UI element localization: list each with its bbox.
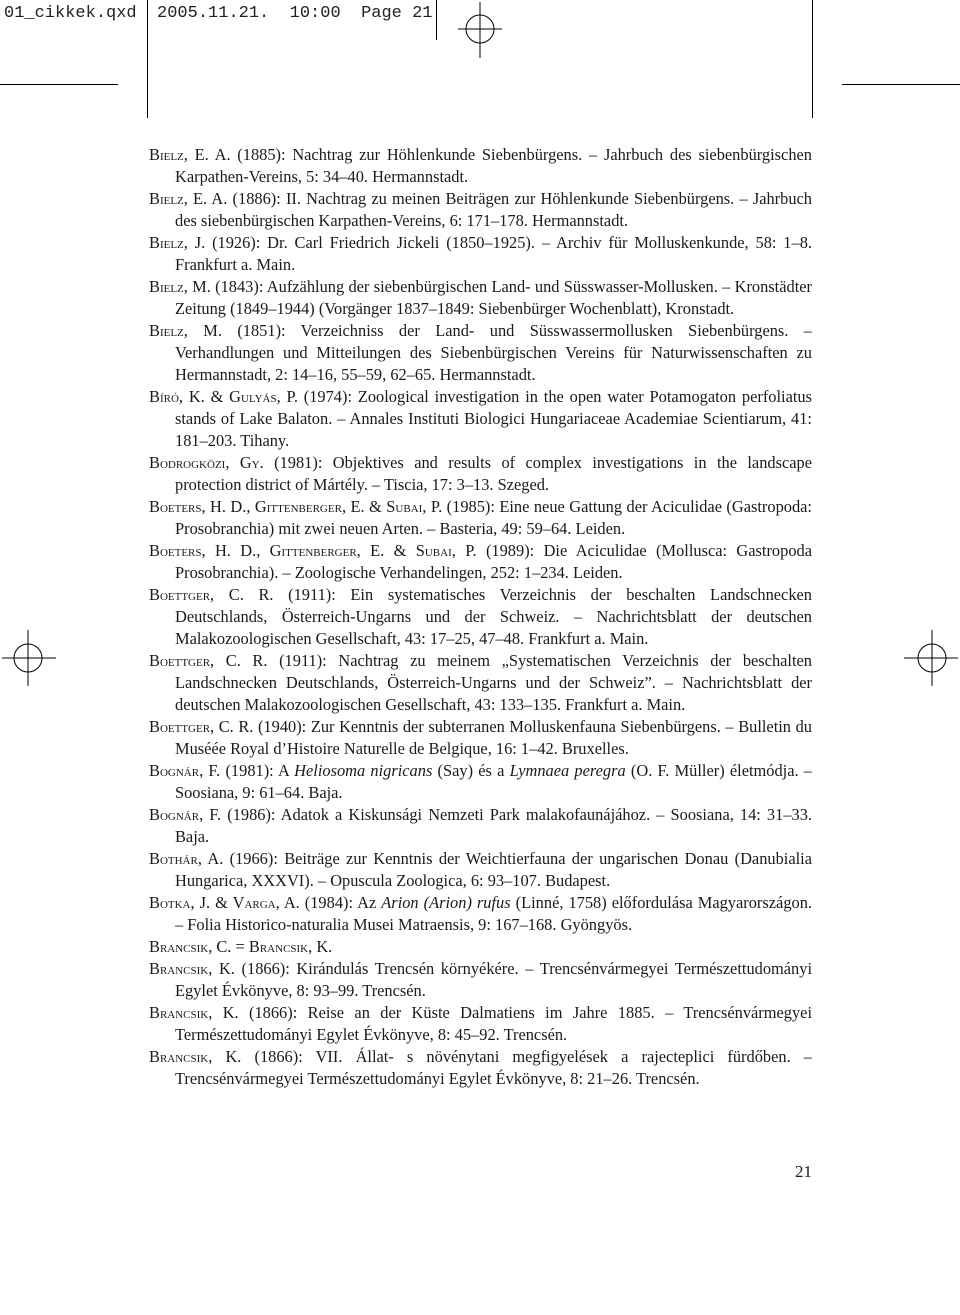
reference-text: , K. & G xyxy=(178,387,242,406)
reference-entry xyxy=(149,760,812,804)
reference-text: , J. (1926): Dr. Carl Friedrich Jickeli (1850–1925). – Archiv für Molluskenkunde, 58: 1–8. Frankfurt a. Main. xyxy=(175,233,812,274)
crop-mark xyxy=(842,84,960,85)
author-name: rancsik xyxy=(159,1047,209,1066)
reference-entry xyxy=(149,1002,812,1046)
author-name: y xyxy=(251,453,260,472)
reference-text: , J. & V xyxy=(190,893,245,912)
reference-text: B xyxy=(149,959,160,978)
reference-text: , A. (1966): Beiträge zur Kenntnis der Weichtierfauna der ungarischen Donau (Danubialia Hungarica, XXXVI). – Opuscula Zoologica, 6: 93–107. Budapest. xyxy=(175,849,812,890)
author-name: otka xyxy=(159,893,191,912)
author-name: ognár xyxy=(159,805,200,824)
reference-text: B xyxy=(149,277,160,296)
reference-text: , F. (1986): Adatok a Kiskunsági Nemzeti Park malakofaunájához. – Soosiana, 14: 31–33. Baja. xyxy=(175,805,812,846)
header-file: 01_cikkek.qxd xyxy=(4,4,137,23)
taxon-name: Arion (Arion) rufus xyxy=(381,893,511,912)
reference-text: , C. = B xyxy=(208,937,260,956)
author-name: arga xyxy=(244,893,276,912)
reference-text: B xyxy=(149,189,160,208)
reference-entry xyxy=(149,386,812,452)
reference-text: , E. A. (1886): II. Nachtrag zu meinen Beiträgen zur Höhlenkunde Siebenbürgens. – Jahrbuch des siebenbürgischen Karpathen-Vereins, 6: 171–178. Hermannstadt. xyxy=(175,189,812,230)
reference-text: , C. R. (1911): Nachtrag zu meinem „Systematischen Verzeichnis der beschalten Landschnecken Deutschlands, Österreich-Ungarns und der Schweiz”. – Nachrichtsblatt der deutschen Malakozoologischen Gesellschaft, 43: 133–135. Frankfurt a. Main. xyxy=(175,651,812,714)
reference-text: , E. A. (1885): Nachtrag zur Höhlenkunde Siebenbürgens. – Jahrbuch des siebenbürgischen Karpathen-Vereins, 5: 34–40. Hermannstadt. xyxy=(175,145,812,186)
reference-entry xyxy=(149,650,812,716)
reference-text: , K. (1866): Kirándulás Trencsén környékére. – Trencsénvármegyei Természettudományi Egylet Évkönyve, 8: 93–99. Trencsén. xyxy=(175,959,812,1000)
reference-entry xyxy=(149,540,812,584)
registration-mark-top-icon xyxy=(452,2,508,58)
author-name: ielz xyxy=(159,145,184,164)
author-name: ulyás xyxy=(241,387,277,406)
reference-text: B xyxy=(149,321,160,340)
reference-entry xyxy=(149,320,812,386)
author-name: oettger xyxy=(159,717,211,736)
reference-text: B xyxy=(149,761,160,780)
reference-text: (O. F. Müller) életmódja. – Soosiana, 9: 61–64. Baja. xyxy=(175,761,812,802)
reference-text: B xyxy=(149,1003,160,1022)
reference-text: B xyxy=(149,849,160,868)
reference-text: , E. & S xyxy=(341,497,396,516)
author-name: ielz xyxy=(159,321,184,340)
reference-entry xyxy=(149,452,812,496)
reference-text: , K. (1866): VII. Állat- s növénytani megfigyelések a rajecteplici fürdőben. – Trencsénvármegyei Természettudományi Egylet Évkönyve, 8: 21–26. Trencsén. xyxy=(175,1047,812,1088)
reference-text: B xyxy=(149,585,160,604)
crop-mark xyxy=(147,0,148,118)
reference-text: , H. D., G xyxy=(201,497,267,516)
header-time: 10:00 xyxy=(289,4,341,23)
author-name: rancsik xyxy=(159,959,209,978)
header-date: 2005.11.21. xyxy=(157,4,270,23)
author-name: ielz xyxy=(159,189,184,208)
reference-text: B xyxy=(149,387,160,406)
reference-entry xyxy=(149,276,812,320)
reference-text: , H. D., G xyxy=(201,541,282,560)
reference-text: B xyxy=(149,541,160,560)
author-name: rancsik xyxy=(159,1003,209,1022)
author-name: odrogközi xyxy=(159,453,226,472)
reference-entry xyxy=(149,804,812,848)
reference-text: , P. (1985): Eine neue Gattung der Aciculidae (Gastropoda: Prosobranchia) mit zwei neuen Arten. – Basteria, 49: 59–64. Leiden. xyxy=(175,497,812,538)
reference-list xyxy=(149,144,812,1090)
author-name: ittenberger xyxy=(266,497,342,516)
reference-entry xyxy=(149,496,812,540)
reference-text: B xyxy=(149,805,160,824)
registration-mark-right-icon xyxy=(904,630,960,686)
reference-text: B xyxy=(149,233,160,252)
reference-entry xyxy=(149,232,812,276)
reference-entry xyxy=(149,936,812,958)
reference-text: . (1981): Objektives and results of complex investigations in the landscape protection district of Mártély. – Tiscia, 17: 3–13. Szeged. xyxy=(175,453,812,494)
reference-entry xyxy=(149,848,812,892)
header-page: Page 21 xyxy=(361,4,433,23)
crop-mark xyxy=(436,0,437,40)
reference-text: B xyxy=(149,893,160,912)
registration-mark-left-icon xyxy=(0,630,56,686)
author-name: ognár xyxy=(159,761,200,780)
reference-text: (Say) és a xyxy=(432,761,510,780)
crop-mark xyxy=(812,0,813,118)
reference-text: B xyxy=(149,651,160,670)
reference-text: , C. R. (1940): Zur Kenntnis der subterranen Molluskenfauna Siebenbürgens. – Bulletin du Muséée Royal d’Histoire Naturelle de Belgique, 16: 1–42. Bruxelles. xyxy=(175,717,812,758)
reference-text: B xyxy=(149,497,160,516)
page-number: 21 xyxy=(795,1162,812,1181)
crop-mark xyxy=(0,84,118,85)
reference-text: , E. & S xyxy=(356,541,425,560)
file-header xyxy=(4,4,433,23)
author-name: oettger xyxy=(159,651,211,670)
author-name: oeters xyxy=(159,497,202,516)
reference-text: , K. (1866): Reise an der Küste Dalmatiens im Jahre 1885. – Trencsénvármegyei Természettudományi Egylet Évkönyve, 8: 45–92. Trencsén. xyxy=(175,1003,812,1044)
reference-text: B xyxy=(149,453,160,472)
author-name: rancsik xyxy=(259,937,309,956)
reference-text: , M. (1851): Verzeichniss der Land- und Süsswassermollusken Siebenbürgens. – Verhandlungen und Mitteilungen des Siebenbürgischen Vereins für Naturwissenschaften zu Hermannstadt, 2: 14–16, 55–59, 62–65. Hermannstadt. xyxy=(175,321,812,384)
reference-text: B xyxy=(149,717,160,736)
author-name: ielz xyxy=(159,233,184,252)
author-name: oettger xyxy=(159,585,211,604)
reference-entry xyxy=(149,892,812,936)
reference-entry xyxy=(149,716,812,760)
reference-text: (Linné, 1758) előfordulása Magyarországon. – Folia Historico-naturalia Musei Matraensis, 9: 167–168. Gyöngyös. xyxy=(175,893,813,934)
reference-text: , C. R. (1911): Ein systematisches Verzeichnis der beschalten Landschnecken Deutschlands, Österreich-Ungarns und der Schweiz. – Nachrichtsblatt der deutschen Malakozoologischen Gesellschaft, 43: 17–25, 47–48. Frankfurt a. Main. xyxy=(175,585,812,648)
reference-entry xyxy=(149,1046,812,1090)
reference-entry xyxy=(149,188,812,232)
reference-text: , P. (1989): Die Aciculidae (Mollusca: Gastropoda Prosobranchia). – Zoologische Verhandelingen, 252: 1–234. Leiden. xyxy=(175,541,812,582)
author-name: othár xyxy=(159,849,198,868)
reference-text: , M. (1843): Aufzählung der siebenbürgischen Land- und Süsswasser-Mollusken. – Kronstädter Zeitung (1849–1944) (Vorgänger 1837–1849: Siebenbürger Wochenblatt), Kronstadt. xyxy=(175,277,812,318)
reference-entry xyxy=(149,958,812,1002)
author-name: rancsik xyxy=(159,937,209,956)
reference-text: , F. (1981): A xyxy=(199,761,295,780)
author-name: oeters xyxy=(159,541,202,560)
author-name: író xyxy=(159,387,179,406)
taxon-name: Heliosoma nigricans xyxy=(294,761,433,780)
taxon-name: Lymnaea peregra xyxy=(509,761,626,780)
author-name: ubai xyxy=(424,541,452,560)
reference-entry xyxy=(149,144,812,188)
author-name: ielz xyxy=(159,277,184,296)
reference-text: , P. (1974): Zoological investigation in the open water Potamogaton perfoliatus stands of Lake Balaton. – Annales Instituti Biologici Hungariaceae Academiae Scientiarum, 41: 181–203. Tihany. xyxy=(175,387,812,450)
author-name: ubai xyxy=(395,497,423,516)
reference-text: , A. (1984): Az xyxy=(275,893,382,912)
author-name: ittenberger xyxy=(281,541,357,560)
reference-text: B xyxy=(149,937,160,956)
reference-text: , K. xyxy=(308,937,333,956)
reference-entry xyxy=(149,584,812,650)
reference-text: , G xyxy=(225,453,252,472)
reference-text: B xyxy=(149,1047,160,1066)
reference-text: B xyxy=(149,145,160,164)
